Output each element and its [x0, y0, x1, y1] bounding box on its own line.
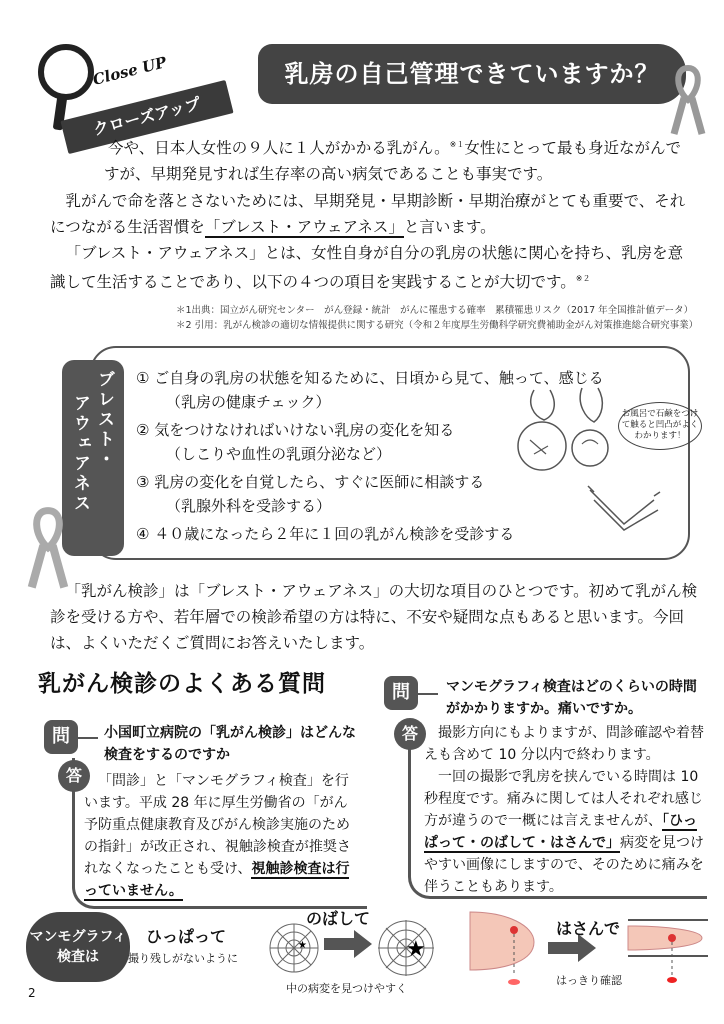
breast-awareness-label-line2: アウェアネス [70, 394, 90, 514]
self-check-illustration [512, 384, 612, 476]
answer-2-text-a: 撮影方向にもよりますが、問診確認や着替えも含めて 10 分以内で終わります。 [424, 725, 704, 763]
item-number: ④ [136, 525, 150, 543]
answer-badge: 答 [58, 760, 90, 792]
breast-awareness-label [62, 360, 124, 556]
footnote-ref-2: ※２ [575, 274, 591, 283]
intro-text-1a: 今や、日本人女性の９人に１人がかかる乳がん。 [108, 139, 450, 158]
awareness-ribbon-icon [670, 64, 706, 138]
intro-text-1b: 女性にとって最も身近ながんですが、早期発見すれば生存率の高い病気であることも事実です。 [104, 139, 682, 184]
page-number: 2 [28, 986, 36, 1000]
item-text: 気をつけなければいけない乳房の変化を知る [154, 421, 455, 439]
answer-1-emphasis: 視触診検査は行っていません。 [84, 861, 350, 899]
intro-paragraph-2-body [50, 188, 690, 240]
step-press-caption: はっきり確認 [556, 974, 622, 987]
answer-badge: 答 [394, 718, 426, 750]
intro-paragraph-2 [50, 188, 690, 295]
step-stretch-caption: 中の病変を見つけやすく [286, 982, 407, 995]
answer-2-emphasis: 「ひっぱって・のばして・はさんで」 [424, 813, 697, 851]
intro-text-2a: 乳がんで命を落とさないためには、早期発見・早期診断・早期治療がとても重要で、それにつながる生活習慣を [50, 192, 686, 236]
footnotes [176, 303, 716, 333]
breast-awareness-emphasis: 「ブレスト・アウェアネス」 [204, 218, 404, 236]
answer-2-text-b: 一回の撮影で乳房を挟んでいる時間は 10 秒程度です。痛みに関しては人それぞれ感じ方が違うので一概には言えませんが、 [424, 769, 703, 829]
question-badge: 問 [44, 720, 78, 754]
item-subtext: （乳房の健康チェック） [166, 393, 331, 411]
breast-pressed-illustration [624, 914, 710, 986]
intro-paragraph-1 [104, 132, 694, 187]
breast-side-illustration [468, 906, 546, 986]
faq-title: 乳がん検診のよくある質問 [38, 671, 326, 697]
step-pull-title: ひっぱって [146, 927, 227, 946]
magnifier-icon [38, 44, 94, 100]
question-2: マンモグラフィ検査はどのくらいの時間がかかりますか。痛いですか。 [446, 679, 697, 717]
footnote-2: ＊2 引用：乳がん検診の適切な情報提供に関する研究（令和２年度厚生労働科学研究費補助金がん対策推進総合研究事業） [176, 320, 699, 331]
svg-text:★: ★ [298, 940, 307, 951]
question-line [78, 737, 98, 739]
step-stretch-title: のばして [306, 909, 371, 928]
answer-2 [424, 722, 704, 898]
svg-text:★: ★ [406, 937, 426, 962]
item-text: ご自身の乳房の状態を知るために、日頃から見て、触って、感じる [154, 369, 604, 387]
page-title: 乳房の自己管理できていますか？ [258, 44, 686, 104]
intro-text-2b: と言います。 [403, 218, 496, 236]
intro-paragraph-3 [50, 240, 690, 295]
intro-paragraph-4: 「乳がん検診」は「ブレスト・アウェアネス」の大切な項目のひとつです。初めて乳がん検診を受ける方や、若年層での検診希望の方は特に、不安や疑問な点もあると思います。今回は、よくいただくご質問にお答えいたします。 [50, 582, 698, 652]
bath-tip-bubble: お風呂で石鹸をつけて触ると凹凸がよくわかります！ [618, 402, 702, 450]
awareness-item [136, 366, 696, 390]
awareness-item [136, 418, 696, 442]
step-pull-caption: 撮り残しがないように [128, 952, 238, 965]
answer-1 [84, 770, 360, 902]
footnote-ref-1: ※１ [449, 140, 465, 149]
item-text: ４０歳になったら２年に１回の乳がん検診を受診する [154, 525, 515, 543]
item-number: ② [136, 421, 150, 439]
answer-2-text-c: 病変を見つけやすい画像にしますので、そのために痛みを伴うこともあります。 [424, 835, 704, 895]
crossed-hands-illustration [584, 480, 662, 540]
item-text: 乳房の変化を自覚したら、すぐに医師に相談する [154, 473, 485, 491]
question-1: 小国町立病院の「乳がん検診」はどんな検査をするのですか [104, 725, 356, 763]
item-subtext: （乳腺外科を受診する） [166, 497, 332, 515]
footnote-1: ＊1出典：国立がん研究センター がん登録・統計 がんに罹患する確率 累積罹患リスク（2017 年全国推計値データ） [176, 305, 694, 316]
item-number: ① [136, 369, 150, 387]
closeup-english-label: Close UP [90, 53, 169, 89]
item-number: ③ [136, 473, 150, 491]
item-subtext: （しこりや血性の乳頭分泌など） [166, 445, 392, 463]
question-badge: 問 [384, 676, 418, 710]
step-press-title: はさんで [556, 919, 621, 938]
closeup-tag: クローズアップ [60, 80, 233, 154]
arrow-right-icon [324, 930, 372, 958]
mammography-tag: マンモグラフィ検査は [26, 912, 130, 982]
intro-text-3a: 「ブレスト・アウェアネス」とは、女性自身が自分の乳房の状態に関心を持ち、乳房を意識して生活することであり、以下の４つの項目を実践することが大切です。 [50, 244, 684, 292]
breast-awareness-label-line1: ブレスト・ [94, 370, 114, 470]
question-line [418, 693, 438, 695]
answer-1-text: 「問診」と「マンモグラフィ検査」を行います。平成 28 年に厚生労働省の「がん予防重点健康教育及びがん検診実施のための指針」が改正され、視触診検査が推奨されなくなったことも受け、 [84, 773, 351, 877]
